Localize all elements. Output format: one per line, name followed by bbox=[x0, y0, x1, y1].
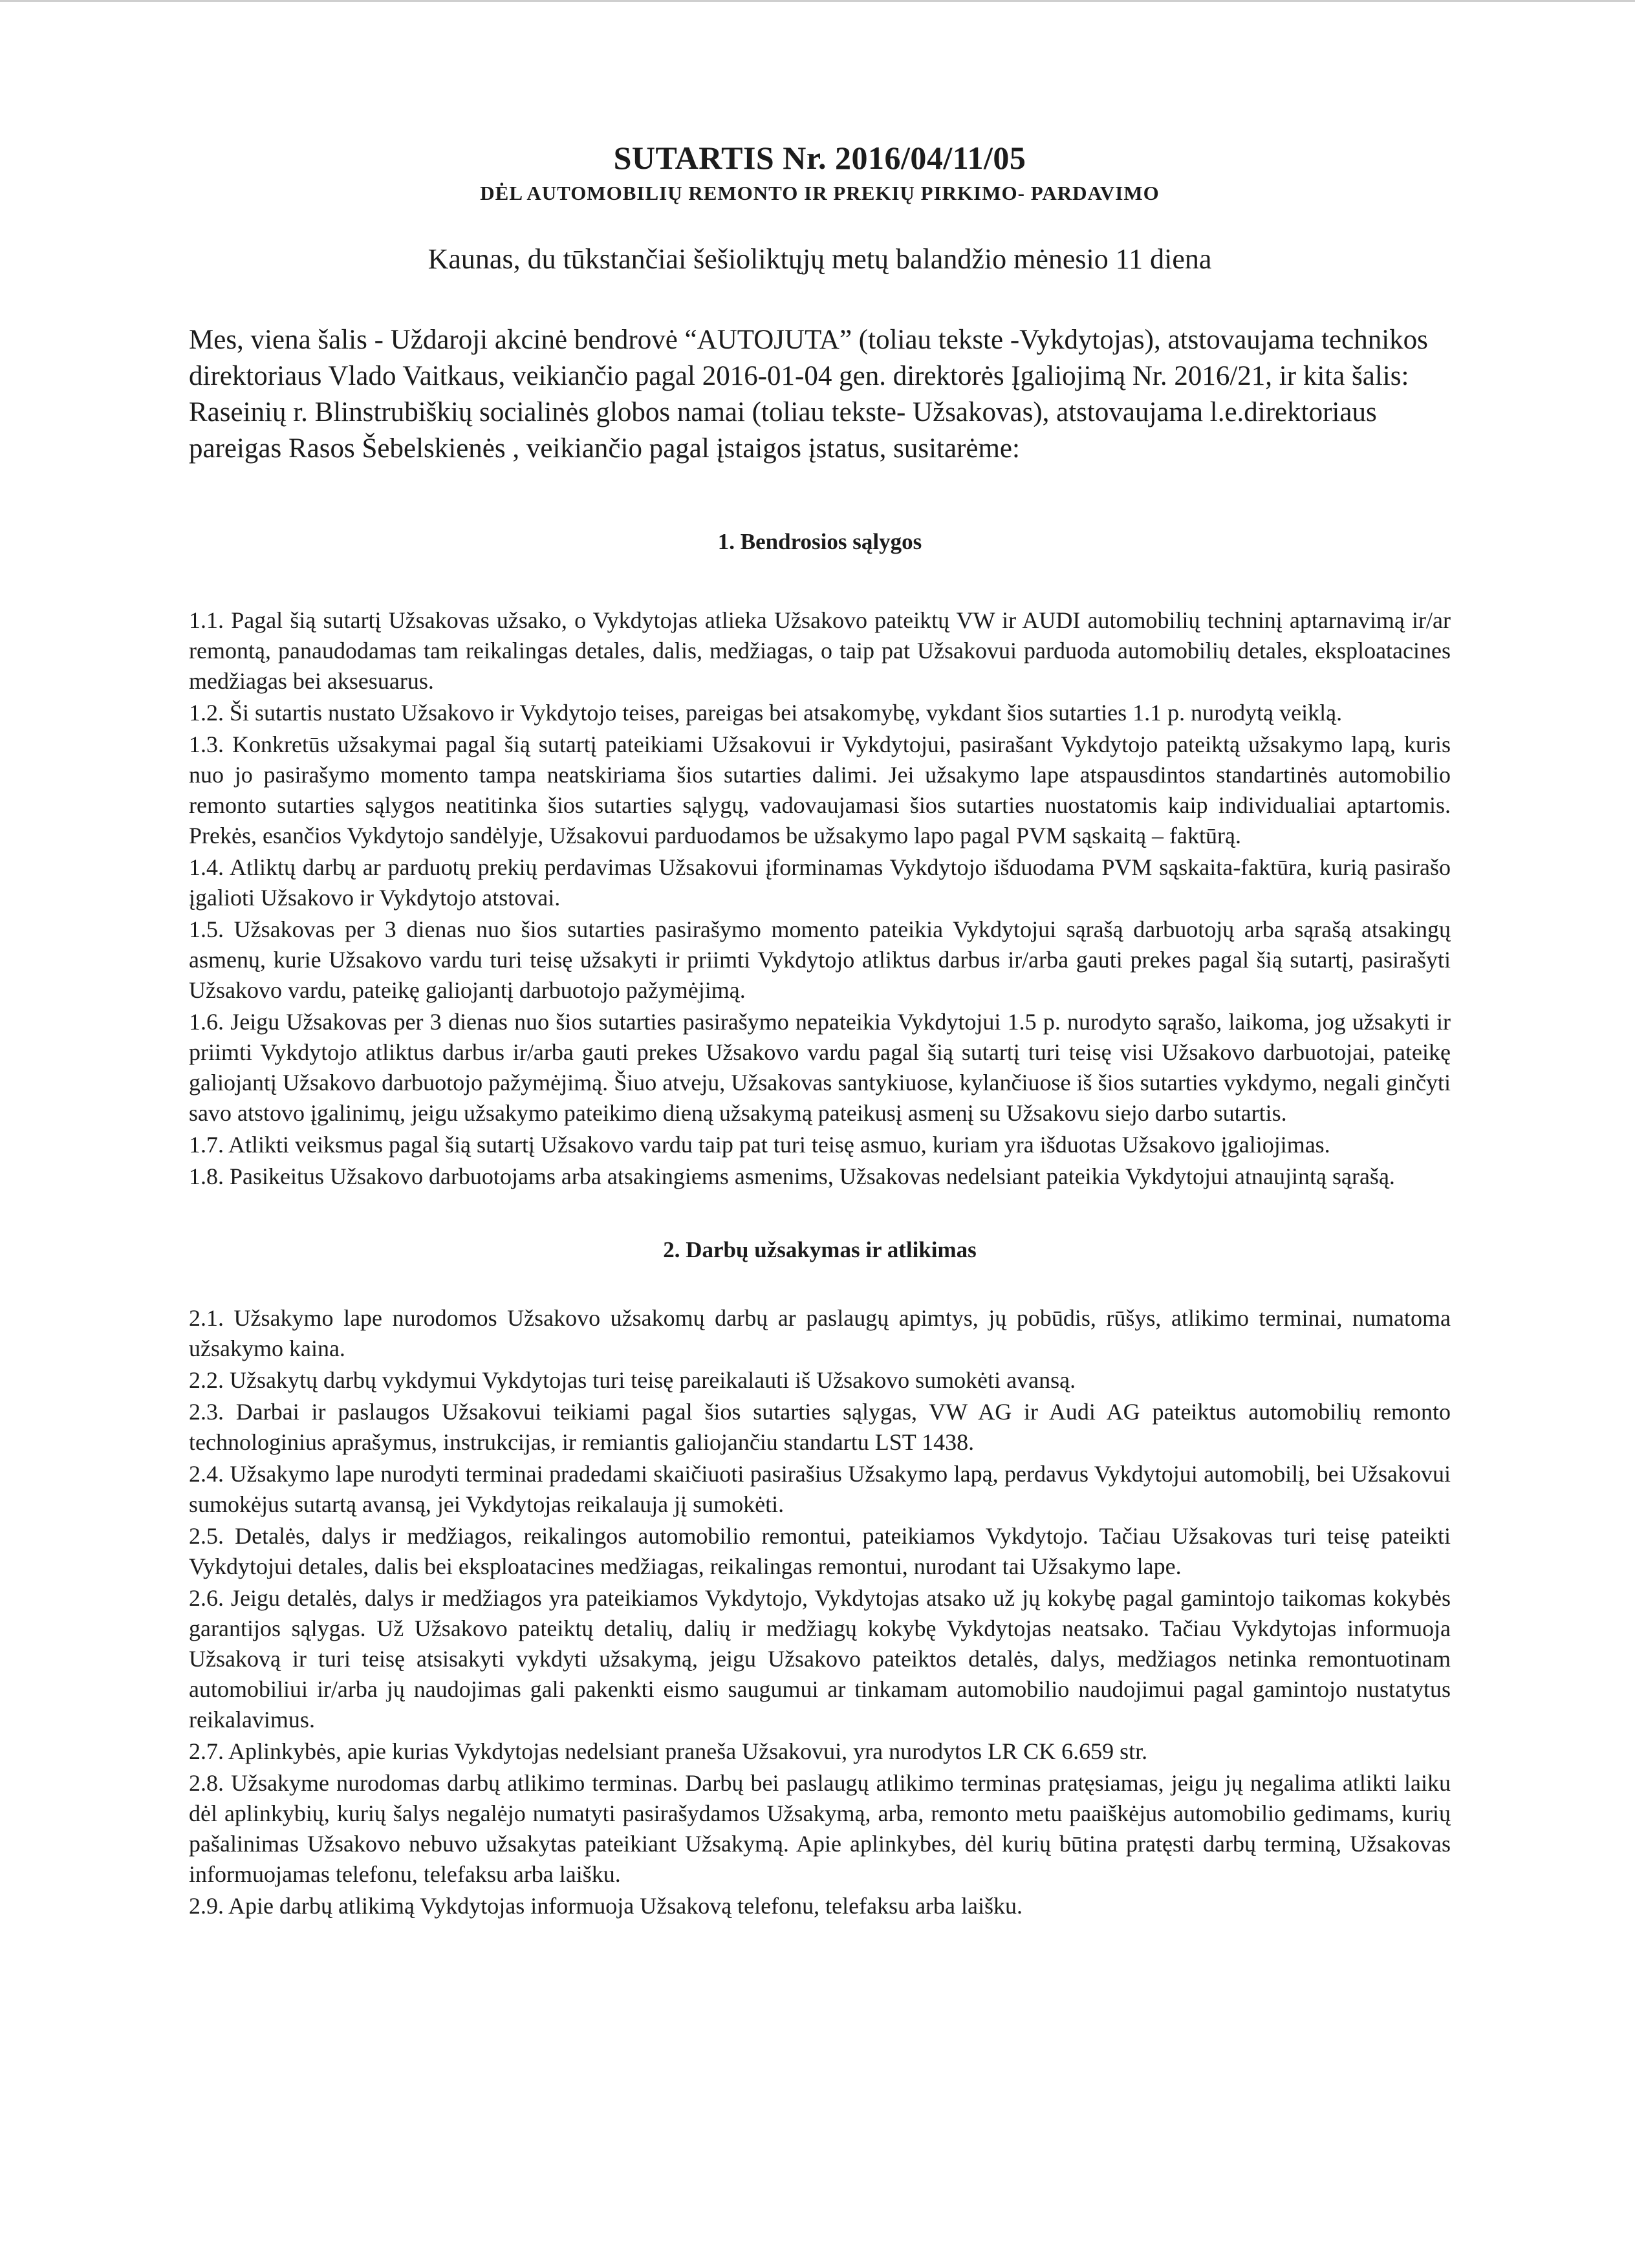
clause: 1.3. Konkretūs užsakymai pagal šią sutartį pateikiami Užsakovui ir Vykdytojui, pasirašant Vykdytojo pateiktą užsakymo lapą, kuris nuo jo pasirašymo momento tampa neatskiriama šios sutarties dalimi. Jei užsakymo lape atspausdintos standartinės automobilio remonto sutarties sąlygos neatitinka šios sutarties sąlygų, vadovaujamasi šios sutarties nuostatomis kaip individualiai aptartomis. Prekės, esančios Vykdytojo sandėlyje, Užsakovui parduodamos be užsakymo lapo pagal PVM sąskaitą – faktūrą. bbox=[189, 731, 1451, 848]
clause: 1.6. Jeigu Užsakovas per 3 dienas nuo šios sutarties pasirašymo nepateikia Vykdytojui 1.5 p. nurodyto sąrašo, laikoma, jog užsakyti ir priimti Vykdytojo atliktus darbus ir/arba gauti prekes Užsakovo vardu pagal šią sutartį turi teisę visi Užsakovo darbuotojai, pateikę galiojantį Užsakovo darbuotojo pažymėjimą. Šiuo atveju, Užsakovas santykiuose, kylančiuose iš šios sutarties vykdymo, negali ginčyti savo atstovo įgalinimų, jeigu užsakymo pateikimo dieną užsakymą pateikusį asmenį su Užsakovu siejo darbo sutartis. bbox=[189, 1009, 1451, 1126]
clause: 2.6. Jeigu detalės, dalys ir medžiagos yra pateikiamos Vykdytojo, Vykdytojas atsako už jų kokybę pagal gamintojo taikomas kokybės garantijos sąlygas. Už Užsakovo pateiktų detalių, dalių ir medžiagų kokybę Vykdytojas neatsako. Tačiau Vykdytojas informuoja Užsakovą ir turi teisę atsisakyti vykdyti užsakymą, jeigu Užsakovo pateiktos detalės, dalys, medžiagos netinka remontuotinam automobiliui ir/arba jų naudojimas gali pakenkti eismo saugumui ar tinkamam automobilio naudojimui pagal gamintojo nustatytus reikalavimus. bbox=[189, 1585, 1451, 1733]
clause: 2.8. Užsakyme nurodomas darbų atlikimo terminas. Darbų bei paslaugų atlikimo terminas pratęsiamas, jeigu jų negalima atlikti laiku dėl aplinkybių, kurių šalys negalėjo numatyti pasirašydamos Užsakymą, arba, remonto metu paaiškėjus automobilio gedimams, kurių pašalinimas Užsakovo nebuvo užsakytas pateikiant Užsakymą. Apie aplinkybes, dėl kurių būtina pratęsti darbų terminą, Užsakovas informuojamas telefonu, telefaksu arba laišku. bbox=[189, 1770, 1451, 1887]
clause: 1.8. Pasikeitus Užsakovo darbuotojams arba atsakingiems asmenims, Užsakovas nedelsiant pateikia Vykdytojui atnaujintą sąrašą. bbox=[189, 1163, 1395, 1189]
clause: 2.5. Detalės, dalys ir medžiagos, reikalingos automobilio remontui, pateikiamos Vykdytojo. Tačiau Užsakovas turi teisę pateikti Vykdytojui detales, dalis bei eksploatacines medžiagas, reikalingas remontui, nurodant tai Užsakymo lape. bbox=[189, 1523, 1451, 1579]
clause: 2.9. Apie darbų atlikimą Vykdytojas informuoja Užsakovą telefonu, telefaksu arba laišku. bbox=[189, 1893, 1023, 1919]
intro-paragraph: Mes, viena šalis - Uždaroji akcinė bendrovė “AUTOJUTA” (toliau tekste -Vykdytojas), atstovaujama technikos direktoriaus Vlado Vaitkaus, veikiančio pagal 2016-01-04 gen. direktorės Įgaliojimą Nr. 2016/21, ir kita šalis: bbox=[189, 325, 1428, 391]
section-heading: 1. Bendrosios sąlygos bbox=[717, 529, 922, 554]
clause: 2.2. Užsakytų darbų vykdymui Vykdytojas turi teisę pareikalauti iš Užsakovo sumokėti avansą. bbox=[189, 1367, 1076, 1393]
parties-intro bbox=[189, 322, 1451, 467]
clause: 1.5. Užsakovas per 3 dienas nuo šios sutarties pasirašymo momento pateikia Vykdytojui sąrašą darbuotojų arba sąrašą atsakingų asmenų, kurie Užsakovo vardu turi teisę užsakyti ir priimti Vykdytojo atliktus darbus ir/arba gauti prekes pagal šią sutartį, pasirašyti Užsakovo vardu, pateikę galiojantį darbuotojo pažymėjimą. bbox=[189, 916, 1451, 1003]
clause: 2.1. Užsakymo lape nurodomos Užsakovo užsakomų darbų ar paslaugų apimtys, jų pobūdis, rūšys, atlikimo terminai, numatoma užsakymo kaina. bbox=[189, 1305, 1451, 1361]
clause: 1.7. Atlikti veiksmus pagal šią sutartį Užsakovo vardu taip pat turi teisę asmuo, kuriam yra išduotas Užsakovo įgaliojimas. bbox=[189, 1132, 1330, 1158]
contract-subtitle: DĖL AUTOMOBILIŲ REMONTO IR PREKIŲ PIRKIMO- PARDAVIMO bbox=[480, 182, 1160, 204]
clause: 2.7. Aplinkybės, apie kurias Vykdytojas nedelsiant praneša Užsakovui, yra nurodytos LR CK 6.659 str. bbox=[189, 1738, 1148, 1764]
place-and-date: Kaunas, du tūkstančiai šešioliktųjų metų balandžio mėnesio 11 diena bbox=[428, 243, 1212, 275]
intro-paragraph: Raseinių r. Blinstrubiškių socialinės globos namai (toliau tekste- Užsakovas), atstovaujama l.e.direktoriaus pareigas Rasos Šebelskienės , veikiančio pagal įstaigos įstatus, susitarėme: bbox=[189, 397, 1377, 464]
clause: 1.4. Atliktų darbų ar parduotų prekių perdavimas Užsakovui įforminamas Vykdytojo išduodama PVM sąskaita-faktūra, kurią pasirašo įgalioti Užsakovo ir Vykdytojo atstovai. bbox=[189, 854, 1451, 911]
contract-title: SUTARTIS Nr. 2016/04/11/05 bbox=[613, 140, 1026, 176]
clause: 2.4. Užsakymo lape nurodyti terminai pradedami skaičiuoti pasirašius Užsakymo lapą, perdavus Vykdytojui automobilį, bei Užsakovui sumokėjus sutartą avansą, jei Vykdytojas reikalauja jį sumokėti. bbox=[189, 1461, 1451, 1517]
clause: 2.3. Darbai ir paslaugos Užsakovui teikiami pagal šios sutarties sąlygas, VW AG ir Audi AG pateiktus automobilių remonto technologinius aprašymus, instrukcijas, ir remiantis galiojančiu standartu LST 1438. bbox=[189, 1399, 1451, 1455]
clause: 1.2. Ši sutartis nustato Užsakovo ir Vykdytojo teises, pareigas bei atsakomybę, vykdant šios sutarties 1.1 p. nurodytą veiklą. bbox=[189, 700, 1343, 726]
clause: 1.1. Pagal šią sutartį Užsakovas užsako, o Vykdytojas atlieka Užsakovo pateiktų VW ir AUDI automobilių techninį aptarnavimą ir/ar remontą, panaudodamas tam reikalingas detales, dalis, medžiagas, o taip pat Užsakovui parduoda automobilių detales, eksploatacines medžiagas bei aksesuarus. bbox=[189, 607, 1451, 694]
scan-edge-line bbox=[0, 0, 1635, 2]
section-heading: 2. Darbų užsakymas ir atlikimas bbox=[663, 1237, 977, 1262]
